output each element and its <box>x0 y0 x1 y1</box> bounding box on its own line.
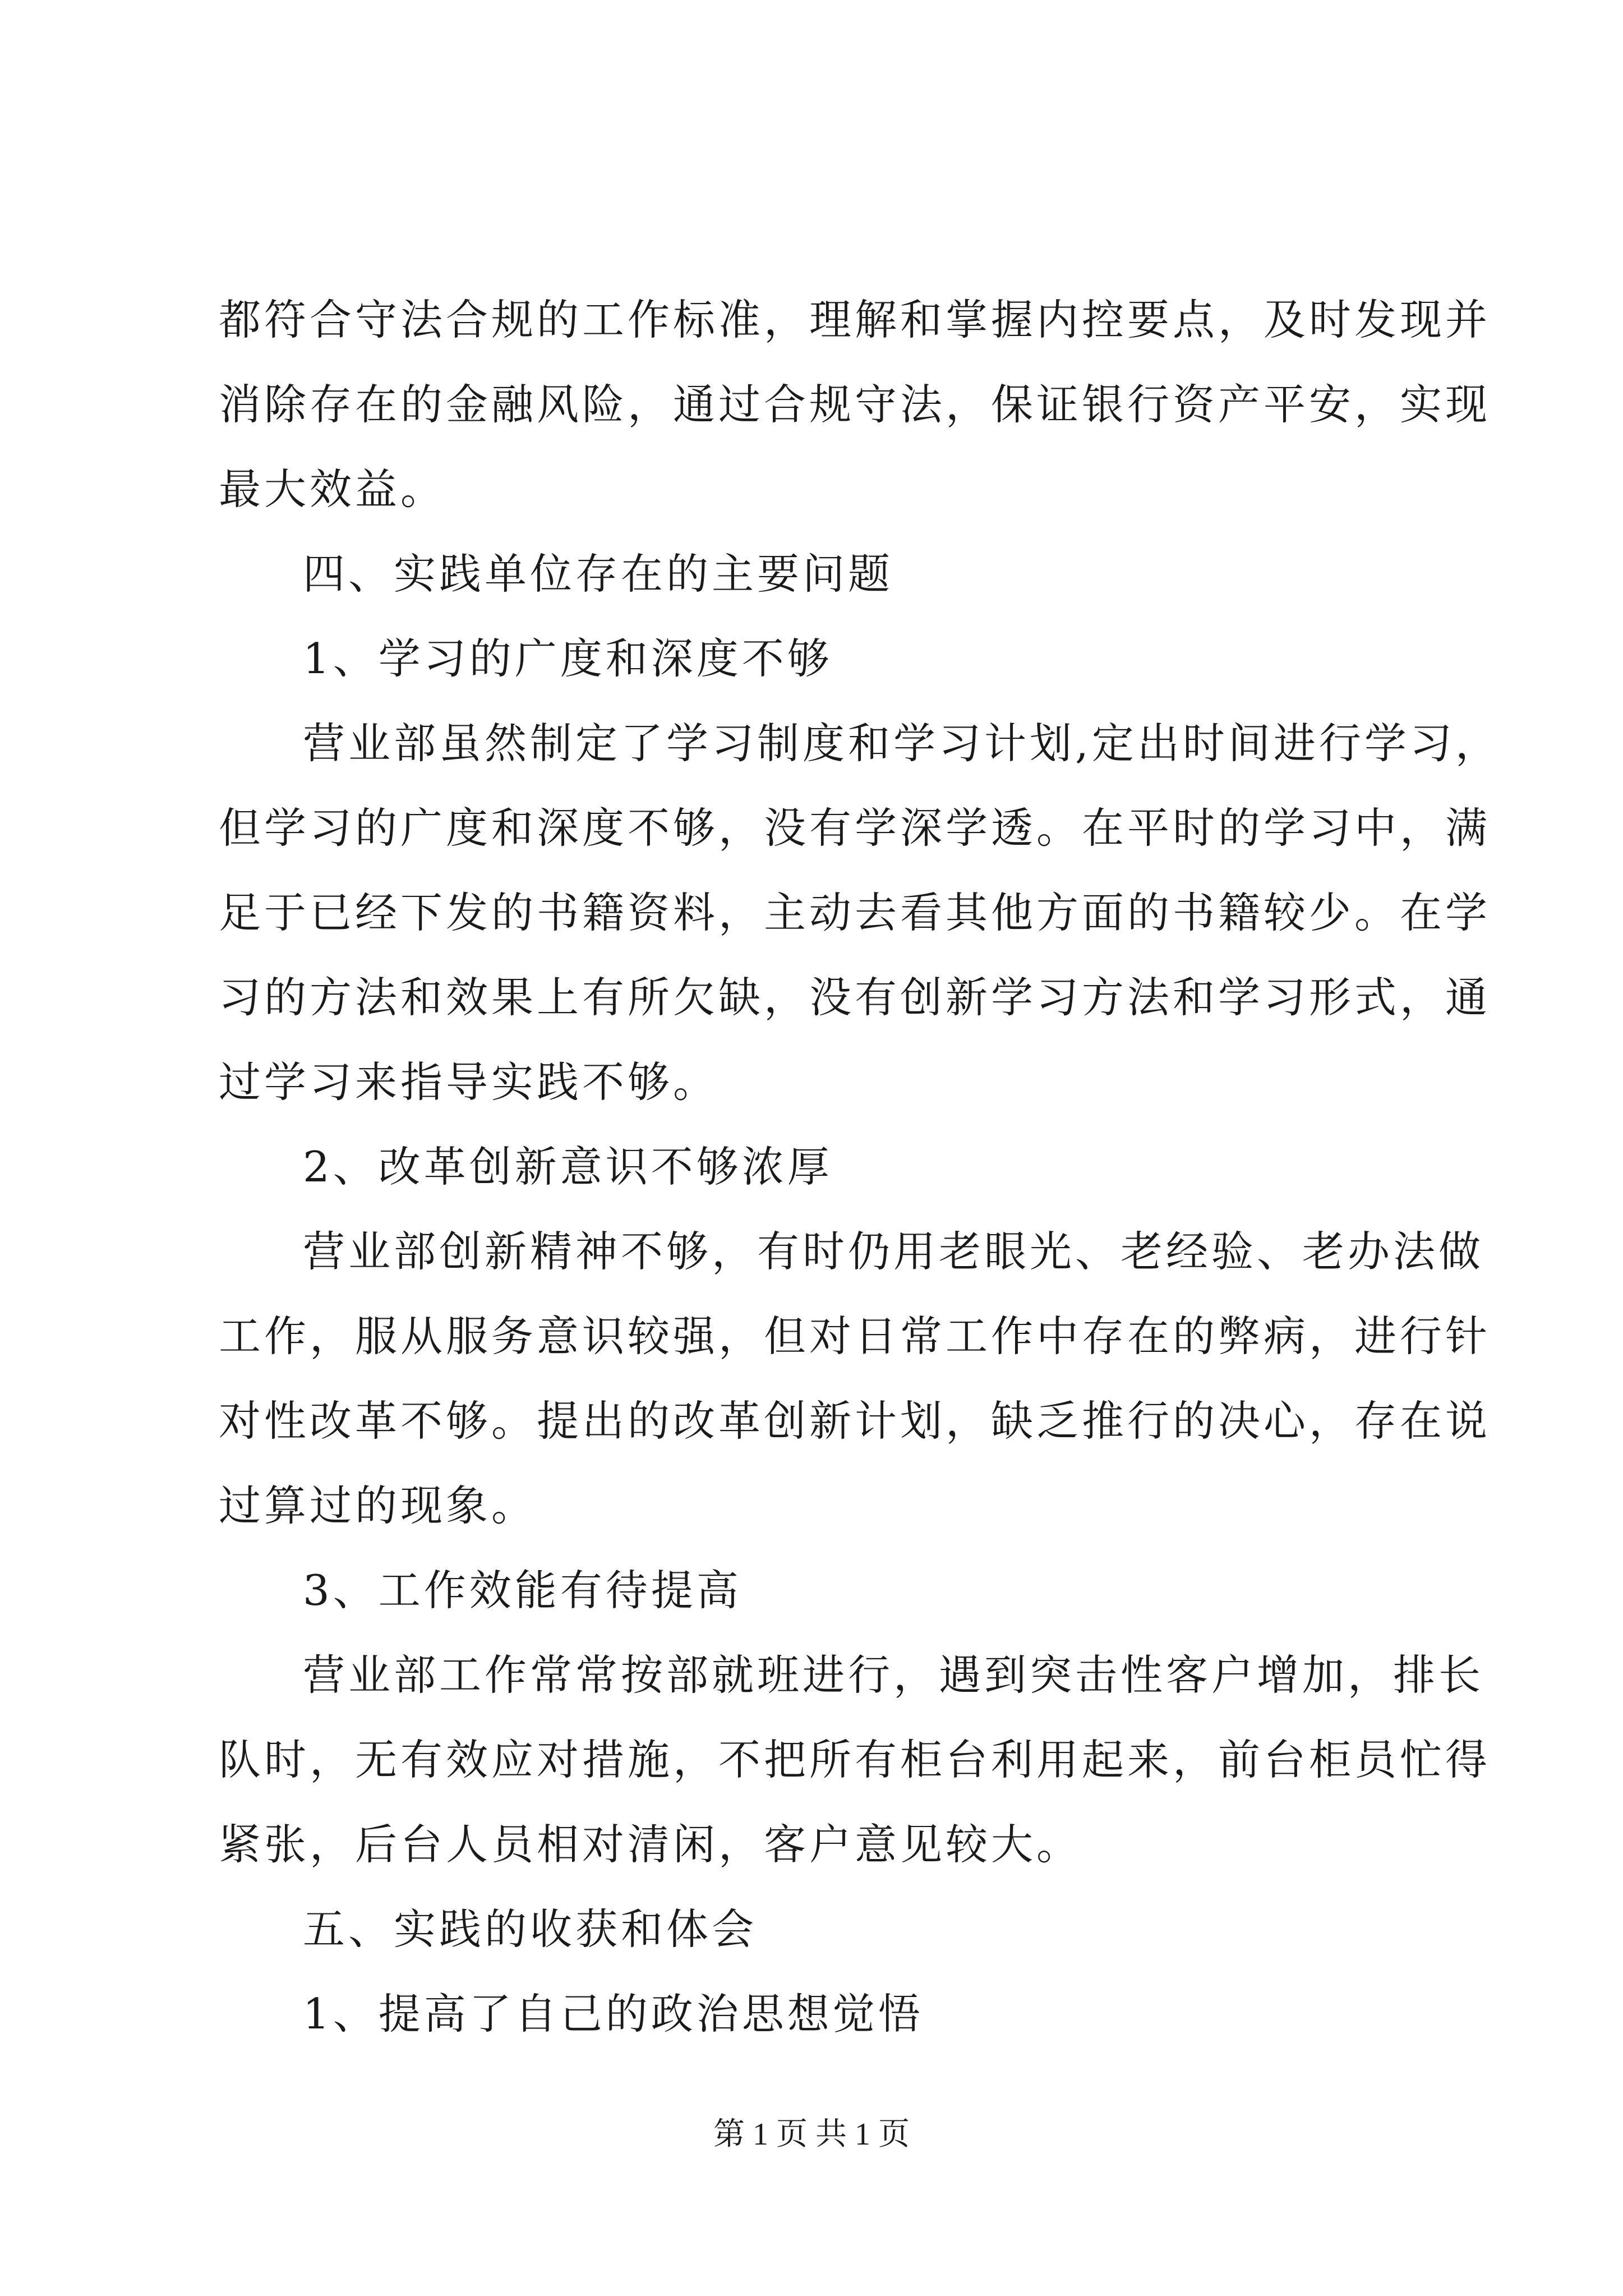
paragraph-line: 足于已经下发的书籍资料，主动去看其他方面的书籍较少。在学 <box>219 888 1491 937</box>
paragraph-line: 习的方法和效果上有所欠缺，没有创新学习方法和学习形式，通 <box>219 973 1491 1022</box>
paragraph-line: 紧张，后台人员相对清闲，客户意见较大。 <box>219 1820 1082 1869</box>
paragraph-line: 营业部虽然制定了学习制度和学习计划,定出时间进行学习， <box>303 719 1501 768</box>
page-footer: 第 1 页 共 1 页 <box>713 2117 910 2152</box>
paragraph-line: 对性改革不够。提出的改革创新计划，缺乏推行的决心，存在说 <box>219 1396 1491 1446</box>
subsection-heading: 3、工作效能有待提高 <box>303 1566 742 1615</box>
subsection-heading: 1、学习的广度和深度不够 <box>303 634 833 683</box>
paragraph-line: 工作，服从服务意识较强，但对日常工作中存在的弊病，进行针 <box>219 1312 1491 1361</box>
paragraph-line: 营业部工作常常按部就班进行，遇到突击性客户增加，排长 <box>303 1650 1484 1700</box>
paragraph-line: 最大效益。 <box>219 464 446 514</box>
paragraph-line: 营业部创新精神不够，有时仍用老眼光、老经验、老办法做 <box>303 1227 1484 1276</box>
paragraph-line: 过学习来指导实践不够。 <box>219 1057 719 1107</box>
paragraph-line: 消除存在的金融风险，通过合规守法，保证银行资产平安，实现 <box>219 380 1491 429</box>
paragraph-line: 过算过的现象。 <box>219 1481 537 1530</box>
section-heading: 五、实践的收获和体会 <box>303 1904 758 1954</box>
paragraph-line: 但学习的广度和深度不够，没有学深学透。在平时的学习中，满 <box>219 803 1491 853</box>
subsection-heading: 1、提高了自己的政治思想觉悟 <box>303 1989 924 2039</box>
section-heading: 四、实践单位存在的主要问题 <box>303 549 894 599</box>
paragraph-line: 都符合守法合规的工作标准，理解和掌握内控要点，及时发现并 <box>219 295 1491 344</box>
paragraph-line: 队时，无有效应对措施，不把所有柜台利用起来，前台柜员忙得 <box>219 1735 1491 1784</box>
subsection-heading: 2、改革创新意识不够浓厚 <box>303 1142 833 1191</box>
